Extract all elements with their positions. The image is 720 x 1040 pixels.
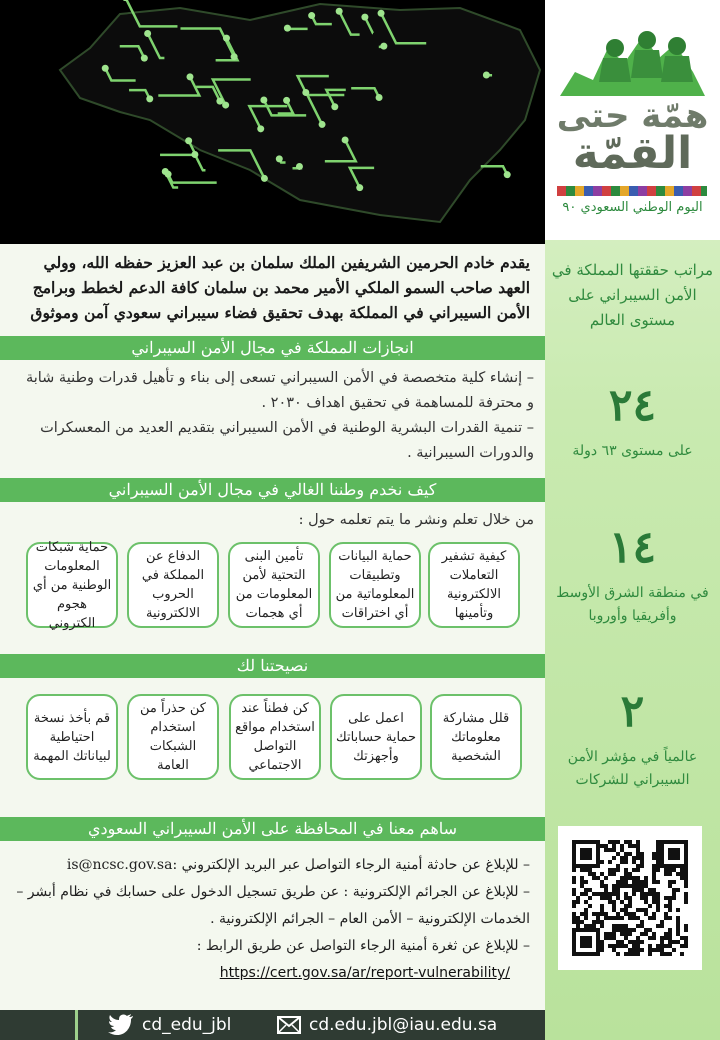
achievements-heading: انجازات المملكة في مجال الأمن السيبراني [0,336,545,360]
report-section [6,852,530,987]
advice-card-social-media: كن فطناً عند استخدام مواقع التواصل الاجتماعي [229,694,321,780]
rankings-title: مراتب حققتها المملكة في الأمن السيبراني على مستوى العالم [551,261,714,329]
logo-slogan-line2: القمّة [572,128,693,179]
rank-number-2: ١٤ [608,522,657,573]
logo-decorative-strip [557,186,707,196]
report-heading: ساهم معنا في المحافظة على الأمن السيبراني السعودي [0,817,545,841]
rank-number-1: ٢٤ [608,380,657,431]
advice-card-share-less: قلل مشاركة معلوماتك الشخصية [430,694,522,780]
email-address[interactable]: cd.edu.jbl@iau.edu.sa [309,1015,498,1035]
serve-card-encryption: كيفية تشفير التعاملات الالكترونية وتأمينها [428,542,520,628]
serve-card-infrastructure: تأمين البنى التحتية لأمن المعلومات من أي هجمات [228,542,320,628]
achievements-text [24,366,534,466]
advice-card-public-networks: كن حذراً من استخدام الشبكات العامة [127,694,219,780]
rank-desc-3: عالمياً في مؤشر الأمن السيبراني للشركات [567,749,698,788]
twitter-icon [108,1013,134,1039]
report-crimes: – للإبلاغ عن الجرائم الإلكترونية : عن طريق تسجيل الدخول على حسابك في نظام أبشر – الخدمات الإلكترونية – الأمن العام – الجرائم الإلكترونية . [16,884,530,927]
logo-slogan-line1: همّة حتى [556,96,709,136]
national-day-logo [545,0,720,240]
advice-card-backup: قم بأخذ نسخة احتياطية لبياناتك المهمة [26,694,118,780]
rank-desc-1: على مستوى ٦٣ دولة [572,443,693,459]
achievement-1: – إنشاء كلية متخصصة في الأمن السيبراني تسعى إلى بناء و تأهيل قدرات وطنية شابة و محترفة للمساهمة في تحقيق اهداف ٢٠٣٠ . [25,370,534,411]
footer-divider [75,1010,78,1040]
serve-card-data-protection: حماية البيانات وتطبيقات المعلوماتية من أي اختراقات [329,542,421,628]
serve-heading: كيف نخدم وطننا الغالي في مجال الأمن السيبراني [0,478,545,502]
logo-caption: اليوم الوطني السعودي ٩٠ [562,200,703,215]
report-vulnerability-link[interactable]: https://cert.gov.sa/ar/report-vulnerability/ [219,965,510,981]
report-incident: – للإبلاغ عن حادثة أمنية الرجاء التواصل عبر البريد الإلكتروني :is@ncsc.gov.sa [66,857,530,873]
rank-number-3: ٢ [620,686,645,737]
qr-code[interactable] [558,826,702,970]
report-vulnerability: – للإبلاغ عن ثغرة أمنية الرجاء التواصل عن طريق الرابط : [196,938,530,954]
intro-paragraph: يقدم خادم الحرمين الشريفين الملك سلمان بن عبد العزيز حفظه الله، وولي العهد صاحب السمو الملكي الأمير محمد بن سلمان كافة الدعم لخطط وبرامج الأمن السيبراني في المملكة بهدف تحقيق فضاء سيبراني سعودي آمن وموثوق [30,253,530,322]
circuit-map-image [0,0,545,244]
achievement-2: – تنمية القدرات البشرية الوطنية في الأمن السيبراني بتقديم العديد من المعسكرات والدورات السيبرانية . [40,420,534,461]
rank-desc-2: في منطقة الشرق الأوسط وأفريقيا وأوروبا [556,585,709,624]
email-icon [277,1016,301,1038]
serve-card-cyber-defense: الدفاع عن المملكة في الحروب الالكترونية [127,542,219,628]
twitter-handle[interactable]: cd_edu_jbl [142,1015,232,1035]
serve-lead: من خلال تعلم ونشر ما يتم تعلمه حول : [298,512,534,528]
advice-card-protect-accounts: اعمل على حماية حساباتك وأجهزتك [330,694,422,780]
advice-heading: نصيحتنا لك [0,654,545,678]
serve-card-network-protection: حماية شبكات المعلومات الوطنية من أي هجوم الكتروني [26,542,118,628]
